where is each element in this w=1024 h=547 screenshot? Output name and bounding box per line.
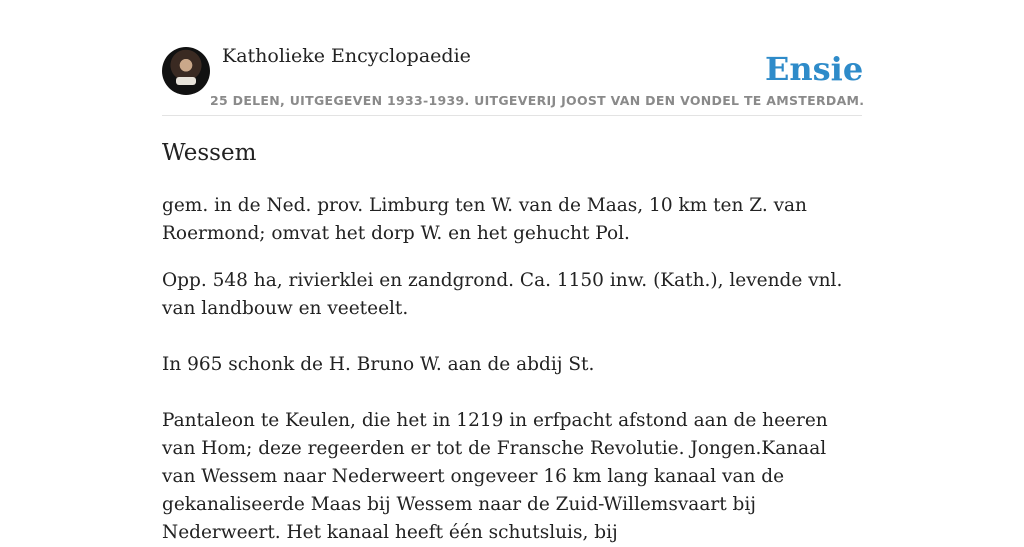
article-paragraph: gem. in de Ned. prov. Limburg ten W. van de Maas, 10 km ten Z. van Roermond; omvat het dorp W. en het gehucht Pol.: [162, 195, 807, 244]
header-divider: [162, 115, 862, 116]
article-paragraph: In 965 schonk de H. Bruno W. aan de abdij St.: [162, 354, 595, 375]
site-title[interactable]: Katholieke Encyclopaedie: [222, 45, 471, 67]
article-body: [162, 192, 862, 547]
article-paragraph: Opp. 548 ha, rivierklei en zandgrond. Ca. 1150 inw. (Kath.), levende vnl. van landbouw en veeteelt.: [162, 270, 843, 319]
site-subtitle: 25 DELEN, UITGEGEVEN 1933-1939. UITGEVERIJ JOOST VAN DEN VONDEL TE AMSTERDAM.: [210, 93, 865, 108]
avatar[interactable]: [162, 47, 210, 95]
avatar-collar: [176, 77, 196, 85]
article-title: Wessem: [162, 140, 257, 166]
article-paragraph: Pantaleon te Keulen, die het in 1219 in erfpacht afstond aan de heeren van Hom; deze regeerden er tot de Fransche Revolutie. Jongen.Kanaal van Wessem naar Nederweert ongeveer 16 km lang kanaal van de gekanaliseerde Maas bij Wessem naar de Zuid-Willemsvaart bij Nederweert. Het kanaal heeft één schutsluis, bij: [162, 410, 828, 543]
brand-logo-link[interactable]: Ensie: [765, 50, 864, 88]
